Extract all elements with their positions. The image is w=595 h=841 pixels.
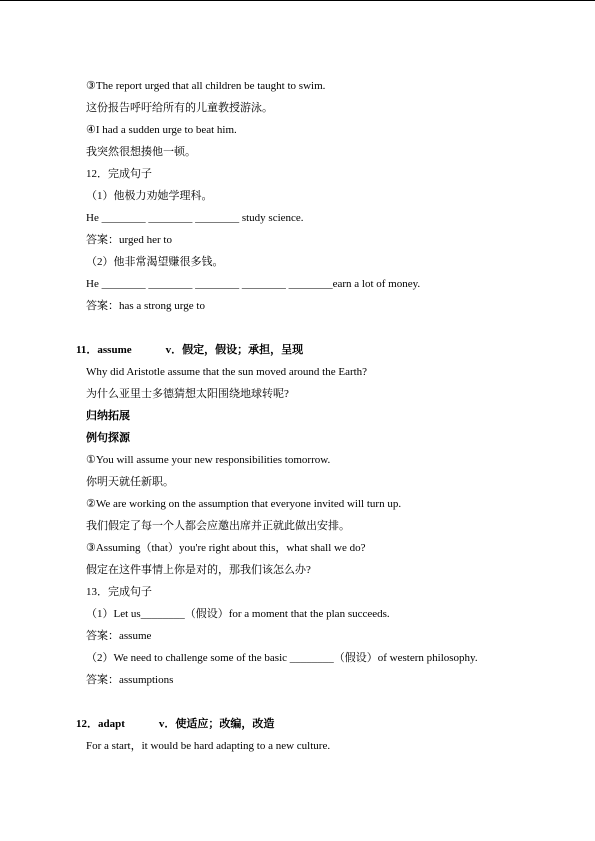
exercise-heading-12: 12．完成句子 [86, 168, 152, 180]
top-rule [0, 0, 595, 1]
exercise-item-2-sentence: He ________ ________ ________ ________ ________earn a lot of money. [86, 278, 421, 290]
example-sentence-3b: ③Assuming（that）you're right about this，what shall we do? [86, 542, 366, 554]
section-label-examples: 例句探源 [86, 432, 130, 444]
entry-word: 11．assume [76, 344, 132, 356]
exercise-item-2-prompt: （2）他非常渴望赚很多钱。 [86, 256, 224, 268]
exercise-13-answer-1: 答案：assume [86, 630, 152, 642]
usage-sentence: Why did Aristotle assume that the sun moved around the Earth? [86, 366, 368, 378]
exercise-item-2-answer: 答案：has a strong urge to [86, 300, 205, 312]
example-sentence-1: ①You will assume your new responsibilities tomorrow. [86, 454, 331, 466]
entry-definition: v．假定，假设；承担，呈现 [165, 344, 304, 356]
entry-heading-assume [76, 343, 303, 357]
entry-definition: v．使适应；改编，改造 [158, 718, 275, 730]
entry-heading-adapt [76, 717, 274, 731]
example-translation-2: 我们假定了每一个人都会应邀出席并正就此做出安排。 [86, 520, 350, 532]
example-translation-4: 我突然很想揍他一顿。 [86, 146, 196, 158]
exercise-item-1-sentence: He ________ ________ ________ study science. [86, 212, 304, 224]
exercise-item-1-answer: 答案：urged her to [86, 234, 172, 246]
exercise-13-item-2: （2）We need to challenge some of the basic ________（假设）of western philosophy. [86, 652, 478, 664]
example-sentence-2: ②We are working on the assumption that everyone invited will turn up. [86, 498, 402, 510]
exercise-13-item-1: （1）Let us________（假设）for a moment that the plan succeeds. [86, 608, 390, 620]
exercise-13-answer-2: 答案：assumptions [86, 674, 174, 686]
example-translation-3b: 假定在这件事情上你是对的，那我们该怎么办? [86, 564, 311, 576]
usage-translation: 为什么亚里士多德猜想太阳围绕地球转呢? [86, 388, 289, 400]
exercise-heading-13: 13．完成句子 [86, 586, 152, 598]
exercise-item-1-prompt: （1）他极力劝她学理科。 [86, 190, 213, 202]
usage-sentence-adapt: For a start，it would be hard adapting to a new culture. [86, 740, 331, 752]
example-translation-1: 你明天就任新职。 [86, 476, 174, 488]
example-sentence-4: ④I had a sudden urge to beat him. [86, 124, 237, 136]
example-translation-3: 这份报告呼吁给所有的儿童教授游泳。 [86, 102, 273, 114]
entry-word: 12．adapt [76, 718, 125, 730]
example-sentence-3: ③The report urged that all children be taught to swim. [86, 80, 326, 92]
section-label-summary: 归纳拓展 [86, 410, 130, 422]
